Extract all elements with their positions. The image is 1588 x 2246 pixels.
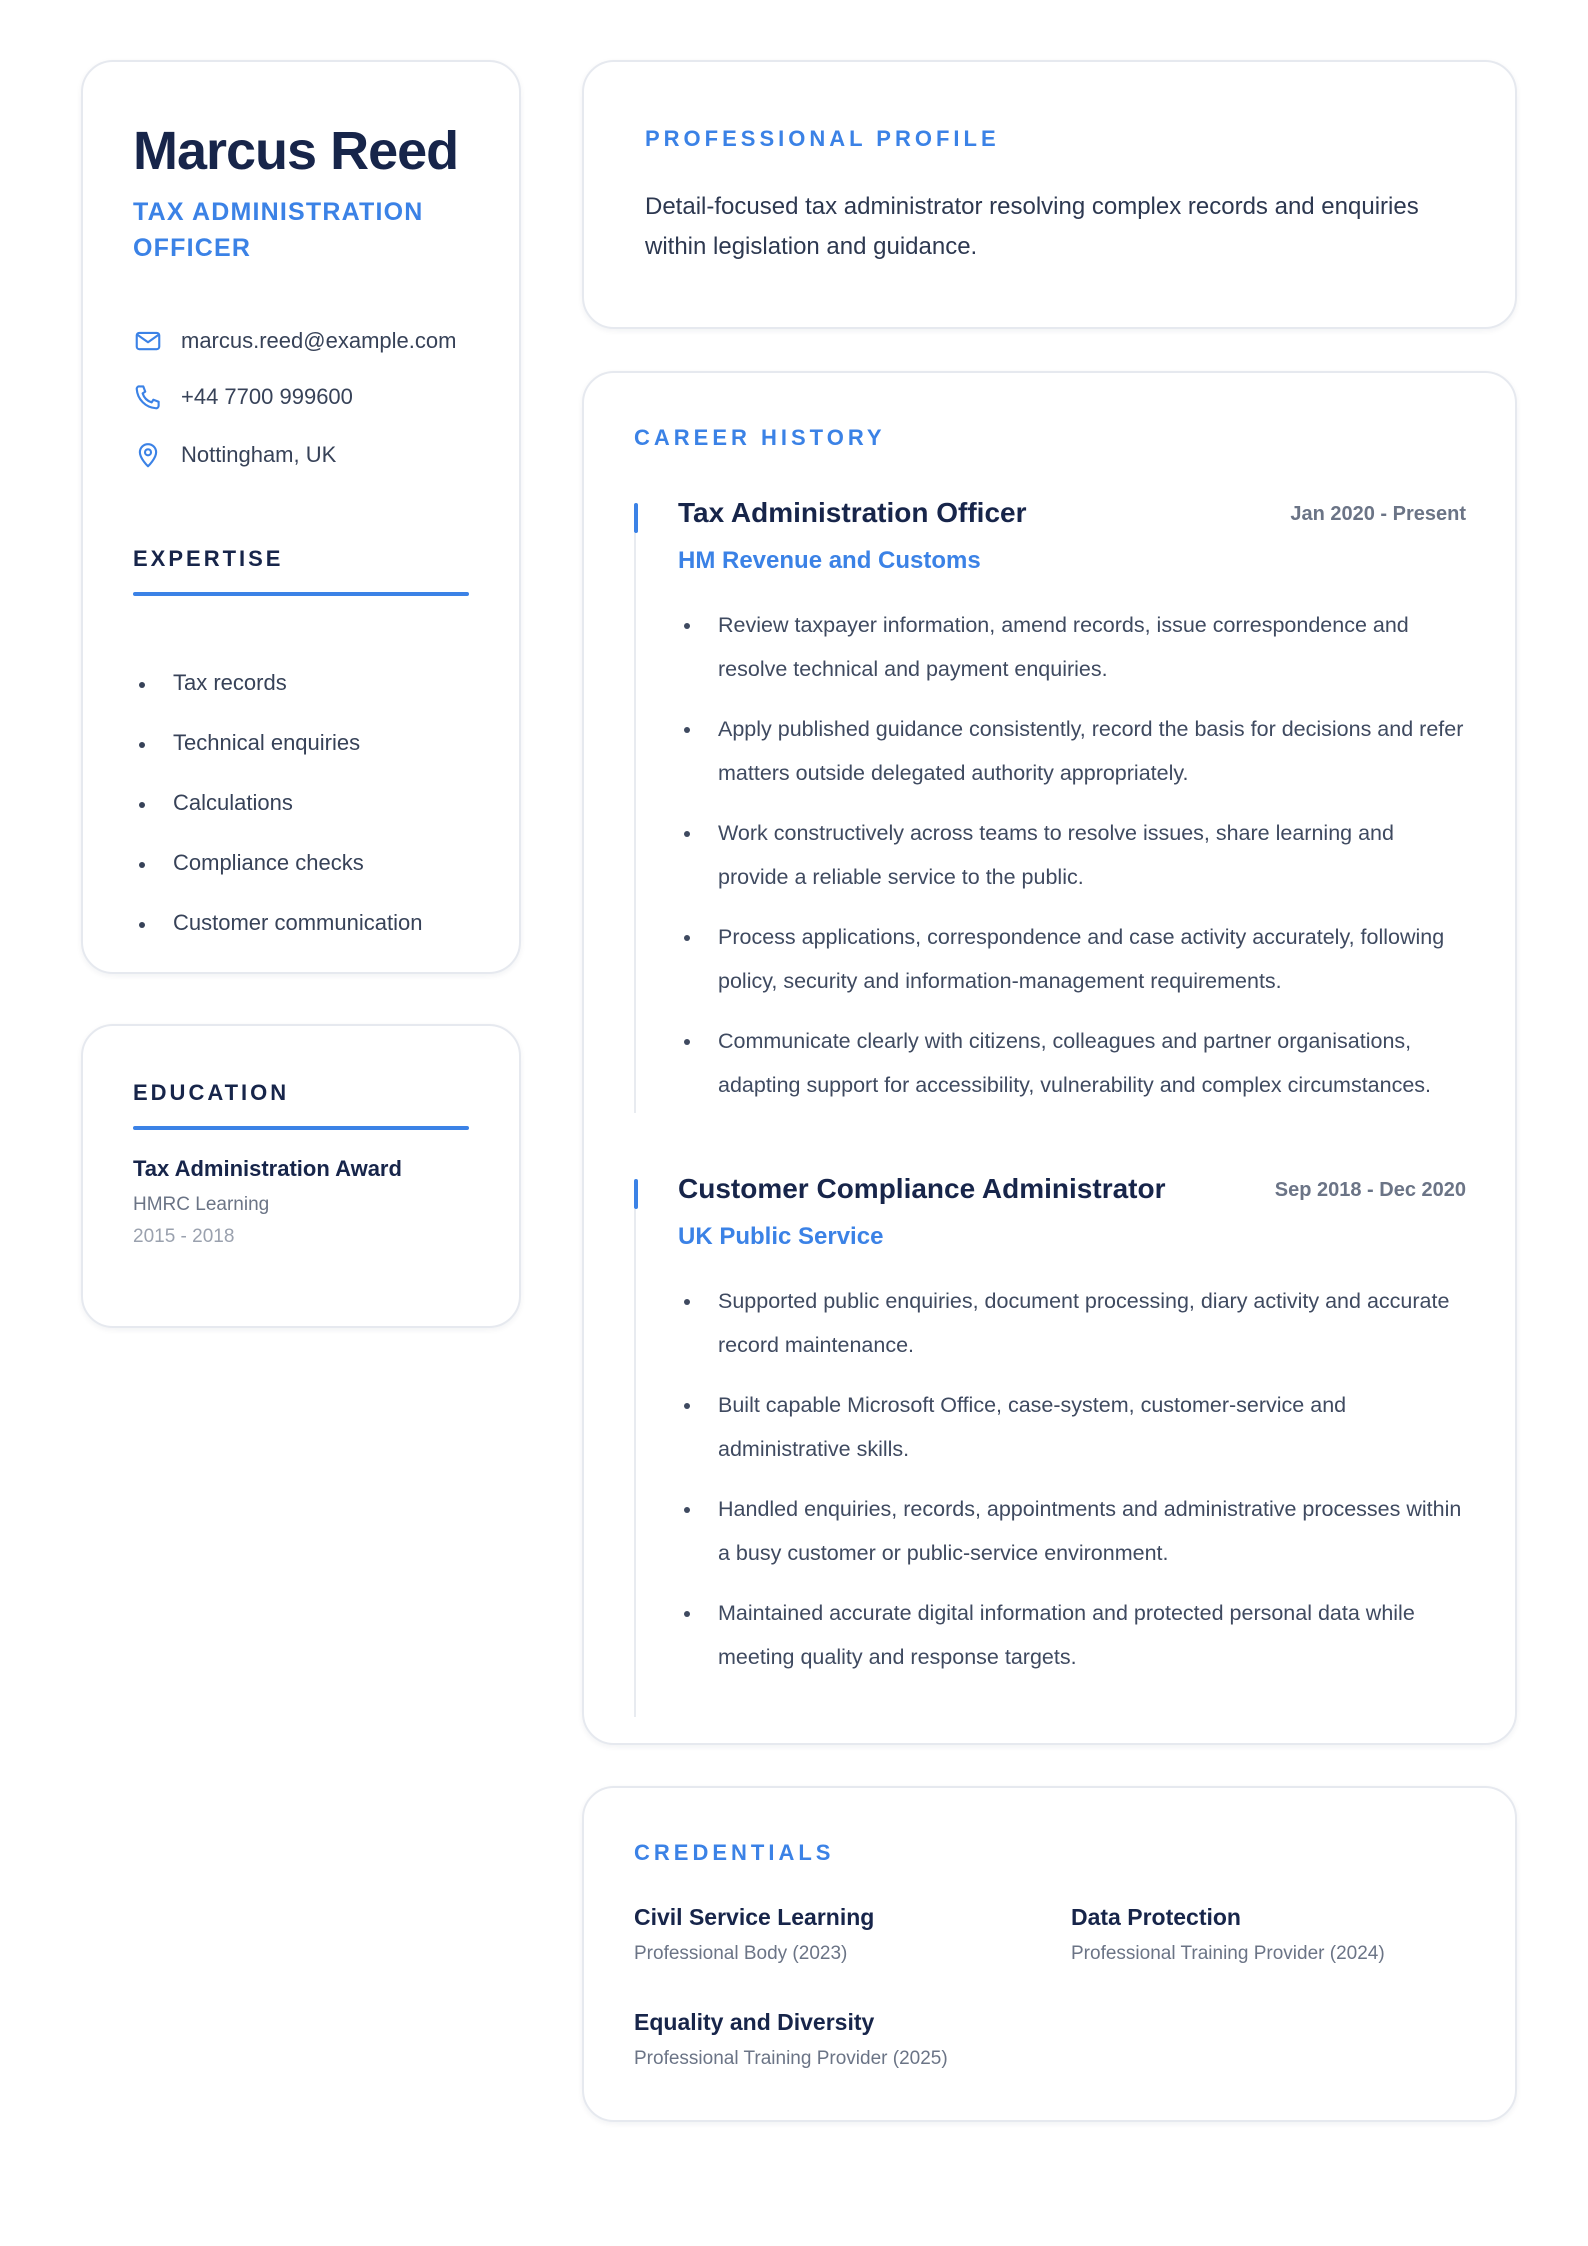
job-timeline-rail [634, 533, 636, 1113]
job-title: Tax Administration Officer [678, 497, 1027, 528]
career-history-card [582, 371, 1517, 1745]
list-item: Tax records [133, 670, 422, 730]
contact-email[interactable] [133, 326, 456, 356]
list-item: Work constructively across teams to resolve issues, share learning and provide a reliable service to the public. [678, 811, 1468, 899]
job-organisation: HM Revenue and Customs [678, 547, 981, 574]
email-text: marcus.reed@example.com [181, 328, 457, 353]
credential-detail: Professional Body (2023) [634, 1943, 848, 1964]
job-dates: Jan 2020 - Present [1290, 503, 1466, 525]
contact-phone[interactable] [133, 382, 353, 412]
education-card [81, 1024, 521, 1328]
profile-card [81, 60, 521, 974]
list-item: Process applications, correspondence and case activity accurately, following policy, security and information-management requirements. [678, 915, 1468, 1003]
credential-detail: Professional Training Provider (2024) [1071, 1943, 1385, 1964]
education-dates: 2015 - 2018 [133, 1226, 235, 1247]
education-school: HMRC Learning [133, 1194, 270, 1215]
education-degree: Tax Administration Award [133, 1156, 402, 1181]
list-item: Maintained accurate digital information and protected personal data while meeting quality and response targets. [678, 1591, 1468, 1679]
credentials-card [582, 1786, 1517, 2122]
location-text: Nottingham, UK [181, 442, 337, 467]
mail-icon [133, 326, 163, 356]
credential-item [634, 1904, 874, 1965]
credential-detail: Professional Training Provider (2025) [634, 2048, 948, 2069]
list-item: Supported public enquiries, document processing, diary activity and accurate record maintenance. [678, 1279, 1468, 1367]
credential-item [634, 2009, 948, 2070]
job-accent-bar [634, 503, 638, 533]
credential-item [1071, 1904, 1385, 1965]
education-heading: EDUCATION [133, 1080, 290, 1105]
list-item: Compliance checks [133, 850, 422, 910]
expertise-heading: EXPERTISE [133, 546, 284, 571]
career-heading: CAREER HISTORY [634, 425, 886, 450]
credential-name: Data Protection [1071, 1904, 1241, 1930]
job-title: Customer Compliance Administrator [678, 1173, 1166, 1204]
location-pin-icon [133, 440, 163, 470]
candidate-name: Marcus Reed [133, 121, 459, 181]
expertise-underline [133, 592, 469, 596]
job-accent-bar [634, 1179, 638, 1209]
contact-location [133, 440, 336, 470]
list-item: Customer communication [133, 910, 422, 970]
candidate-title: TAX ADMINISTRATION OFFICER [133, 198, 424, 262]
job-responsibilities [678, 603, 1468, 1123]
list-item: Technical enquiries [133, 730, 422, 790]
list-item: Review taxpayer information, amend records, issue correspondence and resolve technical and payment enquiries. [678, 603, 1468, 691]
credentials-heading: CREDENTIALS [634, 1840, 835, 1865]
job-organisation: UK Public Service [678, 1223, 884, 1250]
list-item: Apply published guidance consistently, record the basis for decisions and refer matters outside delegated authority appropriately. [678, 707, 1468, 795]
phone-text: +44 7700 999600 [181, 384, 353, 409]
list-item: Calculations [133, 790, 422, 850]
education-underline [133, 1126, 469, 1130]
job-timeline-rail [634, 1209, 636, 1717]
credential-name: Civil Service Learning [634, 1904, 875, 1930]
credential-name: Equality and Diversity [634, 2009, 875, 2035]
phone-icon [133, 382, 163, 412]
job-responsibilities [678, 1279, 1468, 1695]
list-item: Built capable Microsoft Office, case-system, customer-service and administrative skills. [678, 1383, 1468, 1471]
professional-profile-card [582, 60, 1517, 329]
list-item: Communicate clearly with citizens, colleagues and partner organisations, adapting support for accessibility, vulnerability and complex circumstances. [678, 1019, 1468, 1107]
expertise-list [133, 670, 422, 970]
profile-summary: Detail-focused tax administrator resolving complex records and enquiries within legislation and guidance. [645, 193, 1419, 260]
list-item: Handled enquiries, records, appointments and administrative processes within a busy customer or public-service environment. [678, 1487, 1468, 1575]
profile-heading: PROFESSIONAL PROFILE [645, 126, 1000, 151]
job-dates: Sep 2018 - Dec 2020 [1274, 1179, 1466, 1201]
